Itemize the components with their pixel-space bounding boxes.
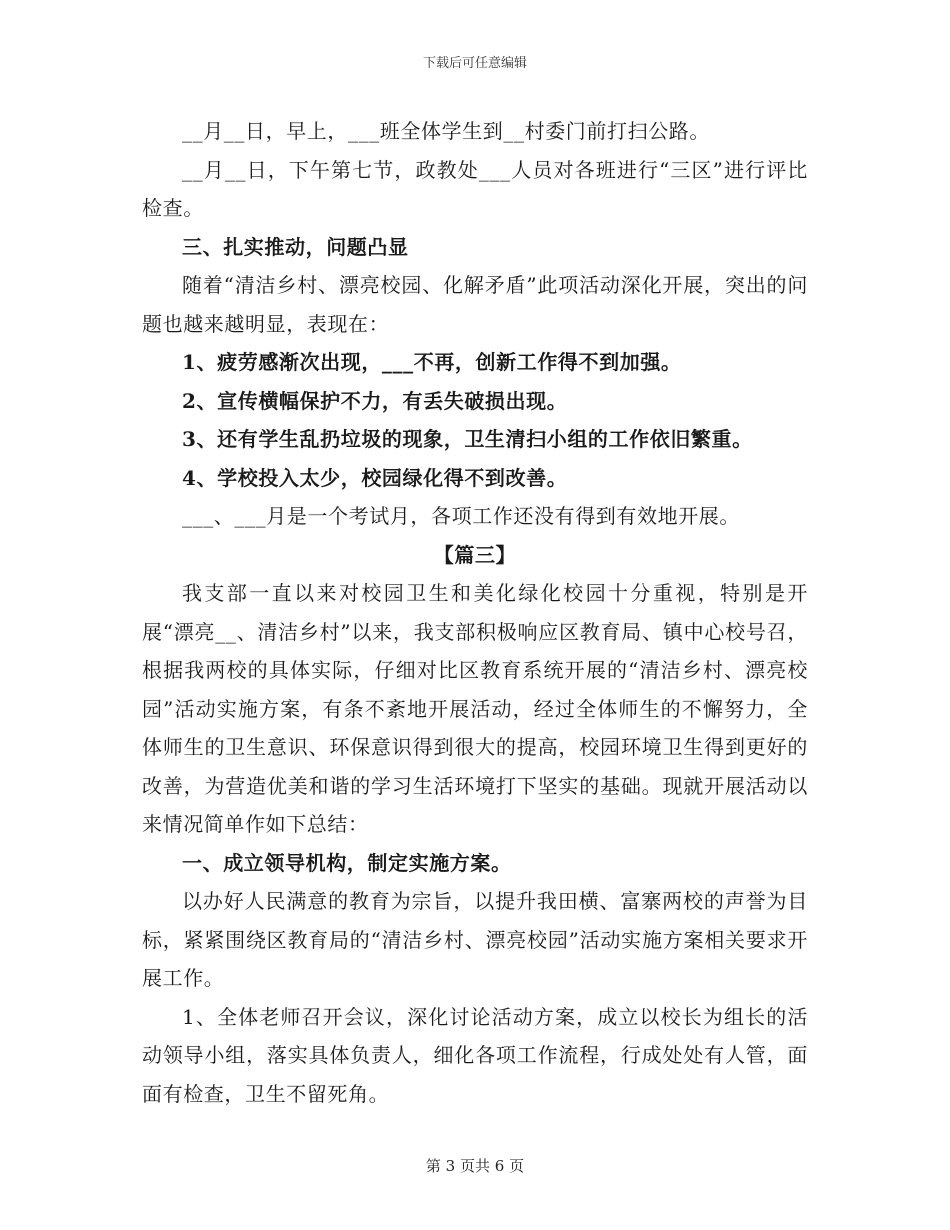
part-title-3: 【篇三】 [433,542,517,567]
list-item-problem-3: 3、还有学生乱扔垃圾的现象，卫生清扫小组的工作依旧繁重。 [182,427,753,451]
paragraph-exam-month: ___、___月是一个考试月，各项工作还没有得到有效地开展。 [182,504,740,528]
paragraph-purpose: 以办好人民满意的教育为宗旨，以提升我田横、富寨两校的声誉为目标，紧紧围绕区教育局的“清洁乡村、漂亮校园”活动实施方案相关要求开展工作。 [142,889,808,990]
list-item-problem-1: 1、疲劳感渐次出现，___不再，创新工作得不到加强。 [182,350,682,374]
paragraph-morning-cleanup: __月__日，早上，___班全体学生到__村委门前打扫公路。 [182,119,710,143]
paragraph-meeting: 1、全体老师召开会议，深化讨论活动方案，成立以校长为组长的活动领导小组，落实具体负责人，细化各项工作流程，行成处处有人管，面面有检查，卫生不留死角。 [142,1004,808,1106]
section-heading-1: 一、成立领导机构，制定实施方案。 [182,850,512,875]
list-item-problem-4: 4、学校投入太少，校园绿化得不到改善。 [182,465,568,490]
page-header: 下载后可任意编辑 [422,56,527,71]
page-footer: 第 3 页共 6 页 [425,1157,525,1175]
document-body [142,112,808,1113]
paragraph-inspection: __月__日，下午第七节，政教处___人员对各班进行“三区”进行评比检查。 [142,157,808,220]
section-heading-3: 三、扎实推动，问题凸显 [182,234,409,259]
list-item-problem-2: 2、宣传横幅保护不力，有丢失破损出现。 [182,388,568,413]
paragraph-branch-summary: 我支部一直以来对校园卫生和美化绿化校园十分重视，特别是开展“漂亮__、清洁乡村”以来，我支部积极响应区教育局、镇中心校号召，根据我两校的具体实际，仔细对比区教育系统开展的“清洁乡村、漂亮校园”活动实施方案，有条不紊地开展活动，经过全体师生的不懈努力，全体师生的卫生意识、环保意识得到很大的提高，校园环境卫生得到更好的改善，为营造优美和谐的学习生活环境打下坚实的基础。现就开展活动以来情况简单作如下总结： [142,581,808,836]
paragraph-problems-intro: 随着“清洁乡村、漂亮校园、化解矛盾”此项活动深化开展，突出的问题也越来越明显，表现在： [142,273,808,336]
